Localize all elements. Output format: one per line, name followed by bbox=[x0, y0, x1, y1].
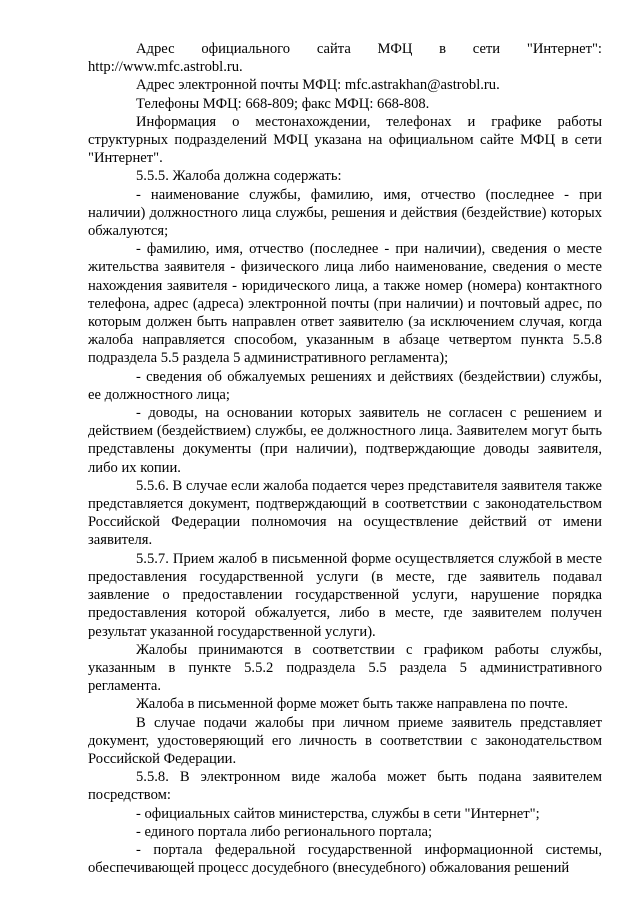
list-item-applicant-details: - фамилию, имя, отчество (последнее - при наличии), сведения о месте жительства заявителя - физического лица либо наименование, сведения о месте нахождения заявителя - юридического лица, а также номер (номера) контактного телефона, адрес (адреса) электронной почты (при наличии) и почтовый адрес, по которым должен быть направлен ответ заявителю (за исключением случая, когда жалоба направляется способом, указанным в абзаце четвертом пункта 5.5.8 подраздела 5.5 раздела 5 административного регламента); bbox=[88, 241, 602, 367]
paragraph-site-address: Адрес официального сайта МФЦ в сети "Интернет": http://www.mfc.astrobl.ru. bbox=[88, 41, 602, 76]
list-item-service-name: - наименование службы, фамилию, имя, отчество (последнее - при наличии) должностного лица службы, решения и действия (бездействие) которых обжалуются; bbox=[88, 186, 602, 240]
paragraph-5-5-7: 5.5.7. Прием жалоб в письменной форме осуществляется службой в месте предоставления государственной услуги (в месте, где заявитель подавал заявление о предоставлении государственной услуги, нарушение порядка предоставления которой обжалуется, либо в месте, где заявителем получен результат указанной государственной услуги). bbox=[88, 550, 602, 640]
list-item-arguments: - доводы, на основании которых заявитель не согласен с решением и действием (бездействием) службы, ее должностного лица. Заявителем могут быть представлены документы (при наличии), подтверждающие доводы заявителя, либо их копии. bbox=[88, 405, 602, 476]
paragraph-phones: Телефоны МФЦ: 668-809; факс МФЦ: 668-808. bbox=[136, 95, 430, 112]
list-item-appealed-decisions: - сведения об обжалуемых решениях и действиях (бездействии) службы, ее должностного лица; bbox=[88, 368, 602, 403]
paragraph-5-5-6: 5.5.6. В случае если жалоба подается через представителя заявителя также представляется документ, подтверждающий в соответствии с законодательством Российской Федерации полномочия на осуществление действий от имени заявителя. bbox=[88, 477, 602, 549]
list-item-federal-portal: - портала федеральной государственной информационной системы, обеспечивающей процесс досудебного (внесудебного) обжалования решений bbox=[88, 841, 602, 877]
paragraph-personal-reception: В случае подачи жалобы при личном приеме заявитель представляет документ, удостоверяющий его личность в соответствии с законодательством Российской Федерации. bbox=[88, 714, 602, 767]
paragraph-info-location: Информация о местонахождении, телефонах и графике работы структурных подразделений МФЦ указана на официальном сайте МФЦ в сети "Интернет". bbox=[88, 113, 602, 167]
list-item-official-sites: - официальных сайтов министерства, службы в сети "Интернет"; bbox=[136, 805, 540, 822]
paragraph-by-mail: Жалоба в письменной форме может быть также направлена по почте. bbox=[136, 696, 569, 713]
list-item-unified-portal: - единого портала либо регионального портала; bbox=[136, 823, 433, 840]
paragraph-email: Адрес электронной почты МФЦ: mfc.astrakhan@astrobl.ru. bbox=[136, 77, 500, 94]
paragraph-5-5-8: 5.5.8. В электронном виде жалоба может быть подана заявителем посредством: bbox=[88, 769, 602, 804]
paragraph-5-5-5: 5.5.5. Жалоба должна содержать: bbox=[136, 168, 342, 185]
paragraph-schedule: Жалобы принимаются в соответствии с графиком работы службы, указанным в пункте 5.5.2 подраздела 5.5 раздела 5 административного регламента. bbox=[88, 641, 602, 695]
